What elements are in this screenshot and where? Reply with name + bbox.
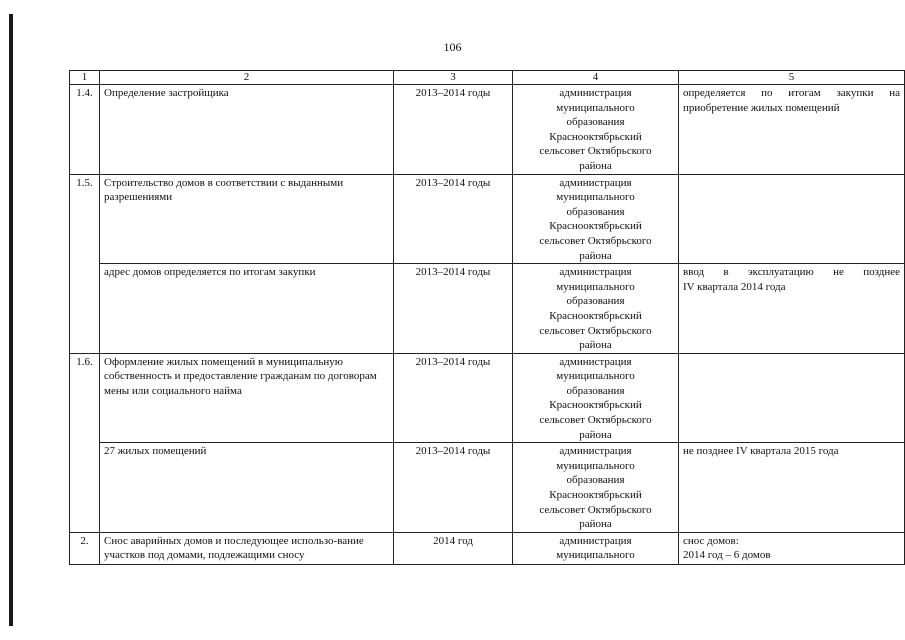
responsible-cell — [513, 532, 679, 564]
responsible-line: муниципального — [556, 459, 635, 472]
column-number-cell: 4 — [513, 71, 679, 85]
result-line: 2014 год – 6 домов — [683, 549, 771, 562]
responsible-cell — [513, 353, 679, 443]
period-cell: 2013–2014 годы — [394, 353, 513, 443]
responsible-cell — [513, 443, 679, 533]
activity-name-cell: Снос аварийных домов и последующее использо-вание участков под домами, подлежащими сносу — [100, 532, 394, 564]
responsible-line: сельсовет Октябрьского — [539, 145, 652, 158]
responsible-line: образования — [566, 295, 625, 308]
responsible-cell — [513, 264, 679, 354]
result-line: приобретение жилых помещений — [683, 101, 840, 114]
activity-name-cell: Строительство домов в соответствии с выданными разрешениями — [100, 174, 394, 264]
responsible-line: образования — [566, 205, 625, 218]
responsible-line: Краснооктябрьский — [549, 399, 642, 412]
responsible-line: образования — [566, 116, 625, 129]
table-row — [70, 443, 905, 533]
activity-name-cell: 27 жилых помещений — [100, 443, 394, 533]
responsible-line: муниципального — [556, 280, 635, 293]
item-number-cell: 1.4. — [70, 85, 100, 175]
page-number: 106 — [443, 40, 462, 54]
period-cell: 2014 год — [394, 532, 513, 564]
result-cell — [679, 532, 905, 564]
period-cell: 2013–2014 годы — [394, 443, 513, 533]
responsible-line: муниципального — [556, 549, 635, 562]
period-cell: 2013–2014 годы — [394, 85, 513, 175]
result-cell — [679, 85, 905, 175]
responsible-line: администрация — [559, 355, 632, 368]
activity-name-cell: Оформление жилых помещений в муниципальную собственность и предоставление гражданам по договорам мены или социального найма — [100, 353, 394, 443]
responsible-line: образования — [566, 474, 625, 487]
table-row — [70, 264, 905, 354]
responsible-line: сельсовет Октябрьского — [539, 503, 652, 516]
table-row — [70, 174, 905, 264]
responsible-line: Краснооктябрьский — [549, 130, 642, 143]
result-line: определяется по итогам закупки на — [683, 87, 900, 99]
responsible-line: Краснооктябрьский — [549, 220, 642, 233]
responsible-line: сельсовет Октябрьского — [539, 234, 652, 247]
responsible-line: района — [579, 339, 612, 352]
responsible-line: администрация — [559, 176, 632, 189]
result-cell — [679, 443, 905, 533]
table-row — [70, 85, 905, 175]
column-number-cell: 3 — [394, 71, 513, 85]
result-cell — [679, 353, 905, 443]
period-cell: 2013–2014 годы — [394, 264, 513, 354]
result-line: не позднее IV квартала 2015 года — [683, 445, 839, 458]
result-cell — [679, 264, 905, 354]
responsible-line: Краснооктябрьский — [549, 309, 642, 322]
column-number-cell: 5 — [679, 71, 905, 85]
responsible-line: муниципального — [556, 370, 635, 383]
program-table — [69, 70, 905, 565]
responsible-line: сельсовет Октябрьского — [539, 414, 652, 427]
period-cell: 2013–2014 годы — [394, 174, 513, 264]
result-line: IV квартала 2014 года — [683, 280, 786, 293]
result-cell — [679, 174, 905, 264]
result-line: ввод в эксплуатацию не позднее — [683, 266, 900, 279]
responsible-line: района — [579, 159, 612, 172]
column-number-cell: 2 — [100, 71, 394, 85]
responsible-line: района — [579, 518, 612, 531]
responsible-line: образования — [566, 384, 625, 397]
table-row — [70, 353, 905, 443]
column-number-cell: 1 — [70, 71, 100, 85]
responsible-line: администрация — [559, 266, 632, 279]
responsible-line: сельсовет Октябрьского — [539, 324, 652, 337]
responsible-line: района — [579, 249, 612, 262]
responsible-line: муниципального — [556, 191, 635, 204]
responsible-line: администрация — [559, 534, 632, 547]
responsible-line: администрация — [559, 87, 632, 99]
column-number-row — [70, 71, 905, 85]
responsible-cell — [513, 174, 679, 264]
activity-name-cell: Определение застройщика — [100, 85, 394, 175]
item-number-cell: 2. — [70, 532, 100, 564]
responsible-line: муниципального — [556, 101, 635, 114]
responsible-cell — [513, 85, 679, 175]
item-number-cell: 1.6. — [70, 353, 100, 532]
item-number-cell: 1.5. — [70, 174, 100, 353]
table-row — [70, 532, 905, 564]
result-line: снос домов: — [683, 534, 739, 547]
activity-name-cell: адрес домов определяется по итогам закупки — [100, 264, 394, 354]
responsible-line: администрация — [559, 445, 632, 458]
responsible-line: района — [579, 428, 612, 441]
binder-line — [9, 14, 13, 626]
responsible-line: Краснооктябрьский — [549, 489, 642, 502]
